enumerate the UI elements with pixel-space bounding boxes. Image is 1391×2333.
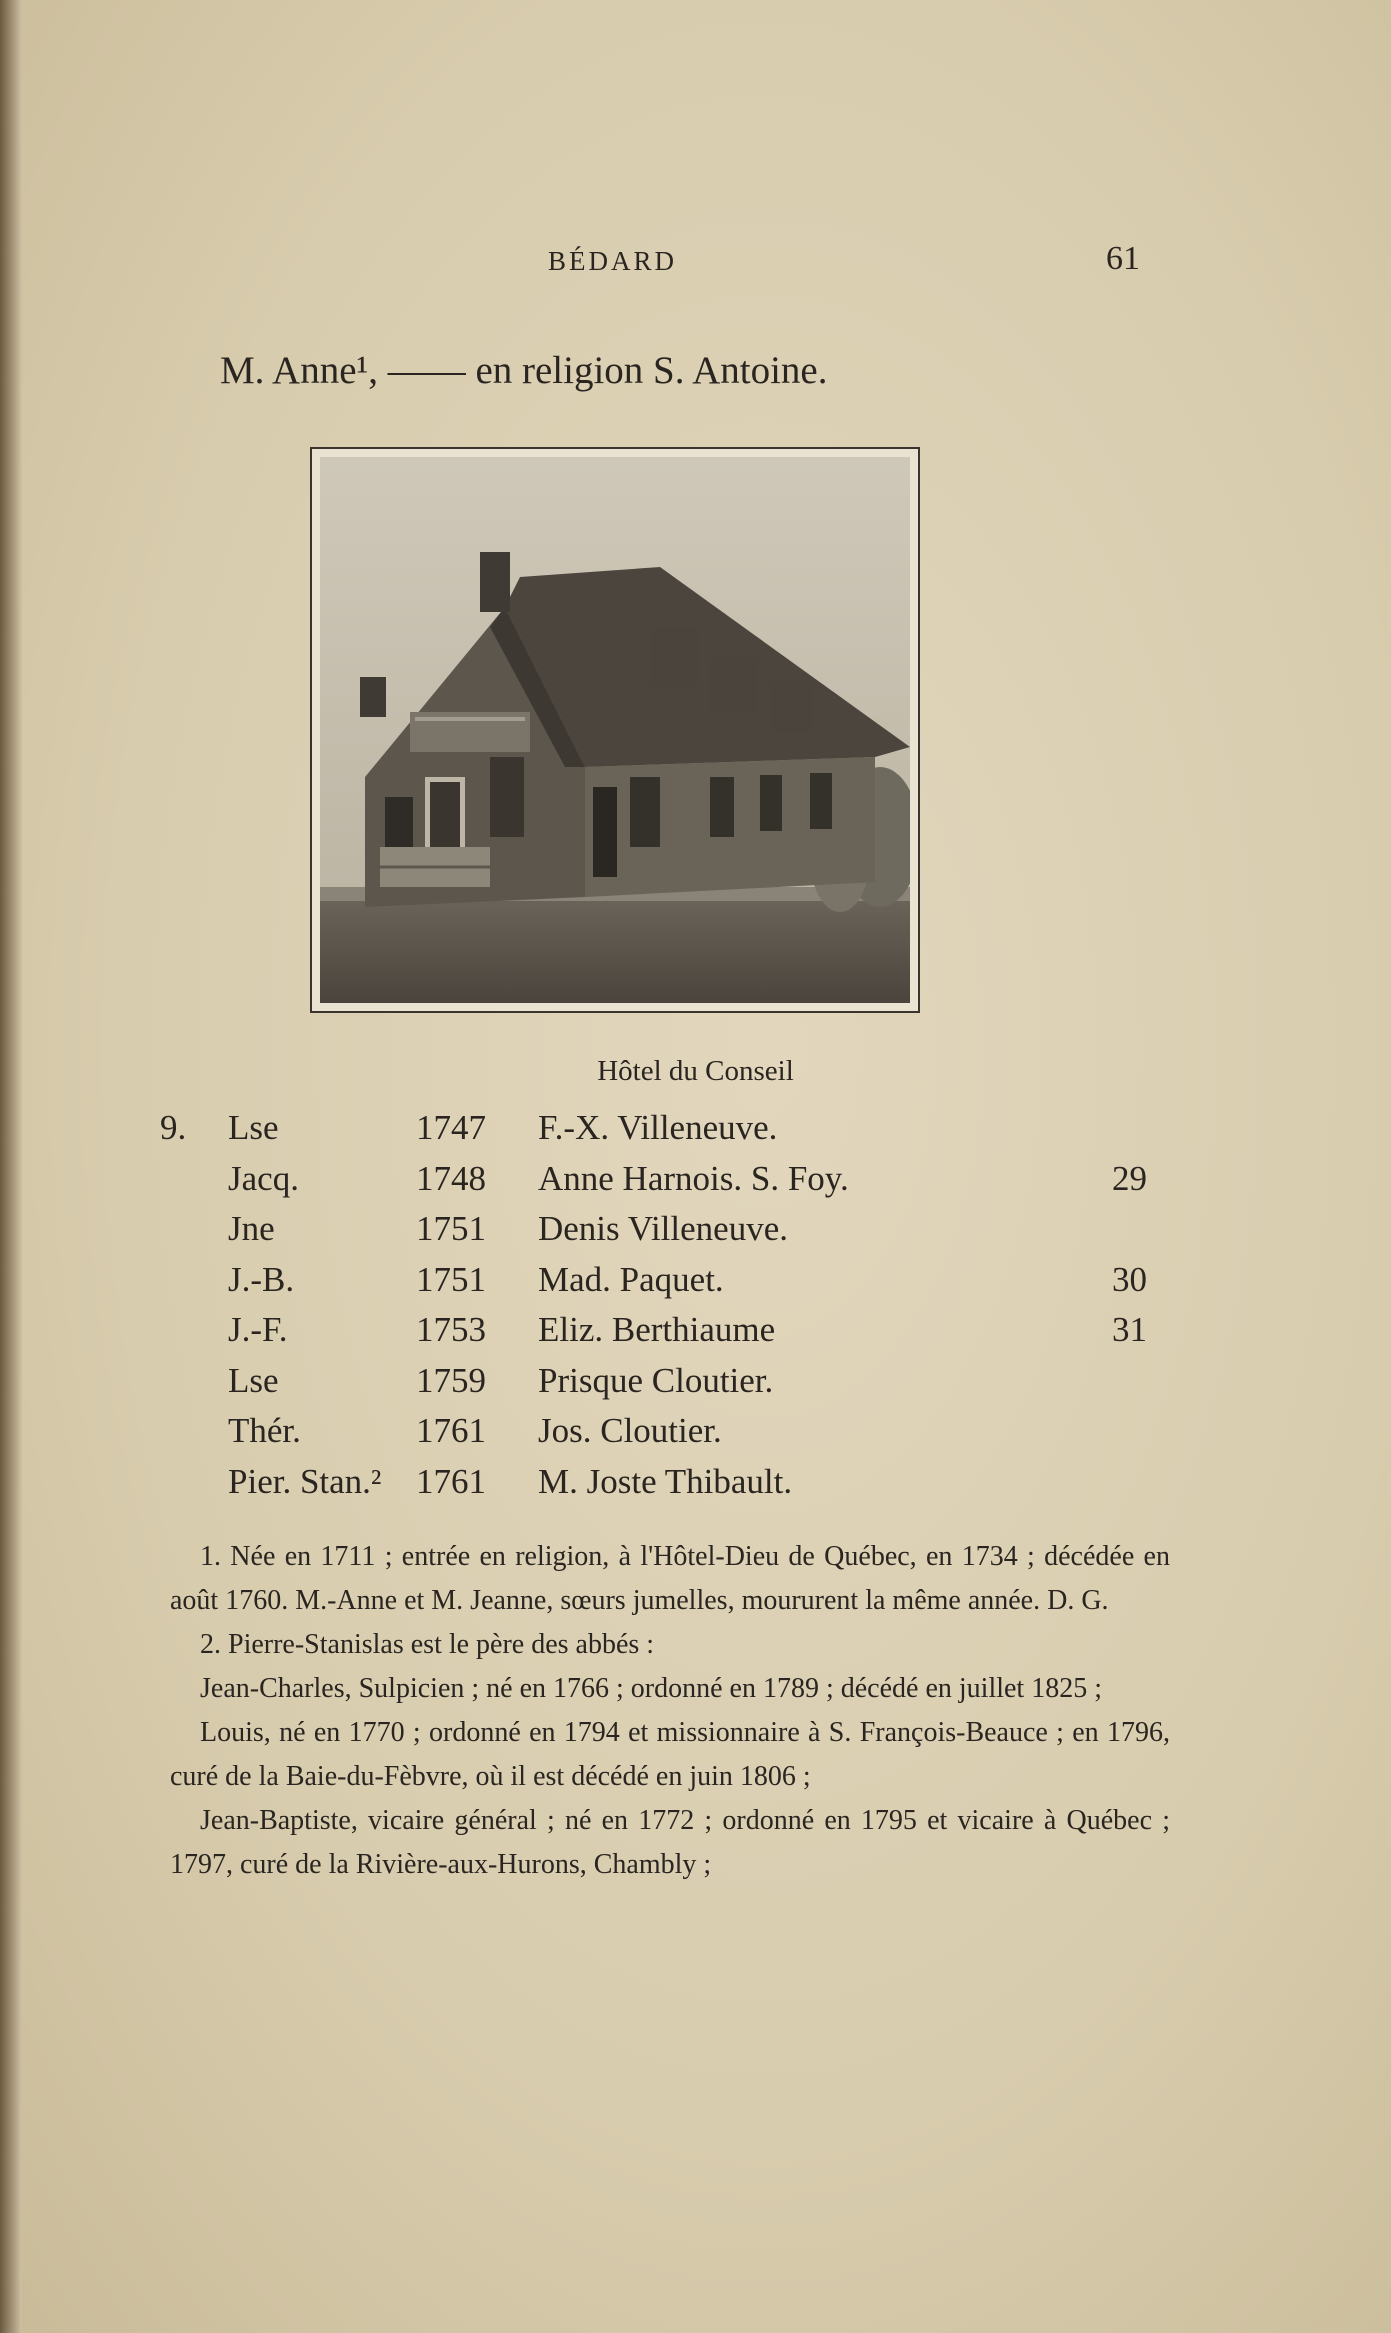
entry-spouse: Prisque Cloutier.	[538, 1360, 774, 1400]
entry-spouse: Anne Harnois. S. Foy.	[538, 1158, 849, 1198]
entry-ref: 31	[1112, 1310, 1147, 1349]
running-head-title: BÉDARD	[548, 246, 678, 276]
entry-row	[160, 1361, 1200, 1412]
entry-year: 1751	[416, 1209, 486, 1248]
house-photo	[310, 447, 920, 1013]
entry-year: 1748	[416, 1158, 486, 1198]
running-head	[0, 240, 1391, 286]
footnote-2: 2. Pierre-Stanislas est le père des abbés :	[200, 1629, 655, 1660]
entry-spouse: Mad. Paquet.	[538, 1259, 724, 1299]
entry-spouse: Denis Villeneuve.	[538, 1209, 788, 1248]
entry-row	[160, 1462, 1200, 1513]
house-photo-icon	[320, 457, 910, 1003]
entry-name: Lse	[228, 1360, 279, 1400]
heading-line: M. Anne¹, —— en religion S. Antoine.	[220, 349, 828, 392]
entry-name: Pier. Stan.²	[228, 1461, 382, 1501]
entry-name: J.-F.	[228, 1310, 288, 1349]
entry-row	[160, 1260, 1200, 1311]
footnote-1: 1. Née en 1711 ; entrée en religion, à l'Hôtel-Dieu de Québec, en 1734 ; décédée en août 1760. M.-Anne et M. Jeanne, sœurs jumelles, moururent la même année. D. G.	[170, 1541, 1170, 1616]
entry-ref: 30	[1112, 1259, 1147, 1299]
entry-name: Jne	[228, 1209, 275, 1248]
entry-row	[160, 1310, 1200, 1361]
entry-name: Lse	[228, 1108, 279, 1147]
entry-year: 1761	[416, 1411, 486, 1450]
entry-year: 1759	[416, 1360, 486, 1400]
photo-caption: Hôtel du Conseil	[597, 1055, 794, 1087]
entry-row	[160, 1108, 1200, 1159]
entry-spouse: M. Joste Thibault.	[538, 1461, 793, 1501]
entry-year: 1751	[416, 1259, 486, 1299]
footnote-2-paragraph: Jean-Charles, Sulpicien ; né en 1766 ; ordonné en 1789 ; décédé en juillet 1825 ;	[200, 1673, 1102, 1704]
entry-spouse: Jos. Cloutier.	[538, 1411, 722, 1450]
entry-ref: 29	[1112, 1158, 1147, 1198]
entry-year: 1761	[416, 1461, 486, 1501]
entry-spouse: Eliz. Berthiaume	[538, 1310, 776, 1349]
entry-spouse: F.-X. Villeneuve.	[538, 1108, 778, 1147]
entry-name: Jacq.	[228, 1158, 299, 1198]
footnote-2-paragraph: Louis, né en 1770 ; ordonné en 1794 et missionnaire à S. François-Beauce ; en 1796, curé de la Baie-du-Fèbvre, où il est décédé en juin 1806 ;	[170, 1717, 1170, 1792]
footnote-2-paragraph: Jean-Baptiste, vicaire général ; né en 1772 ; ordonné en 1795 et vicaire à Québec ; 1797, curé de la Rivière-aux-Hurons, Chambly ;	[170, 1805, 1170, 1880]
entry-year: 1747	[416, 1108, 486, 1147]
entry-year: 1753	[416, 1310, 486, 1349]
entry-number: 9.	[160, 1108, 187, 1147]
entry-row	[160, 1159, 1200, 1210]
entry-name: J.-B.	[228, 1259, 295, 1299]
footnotes	[170, 1535, 1170, 1887]
entry-row	[160, 1209, 1200, 1260]
page-number: 61	[1106, 240, 1140, 277]
genealogy-entries	[160, 1108, 1200, 1512]
book-spine-edge	[0, 0, 22, 2333]
entry-name: Thér.	[228, 1411, 301, 1450]
entry-row	[160, 1411, 1200, 1462]
